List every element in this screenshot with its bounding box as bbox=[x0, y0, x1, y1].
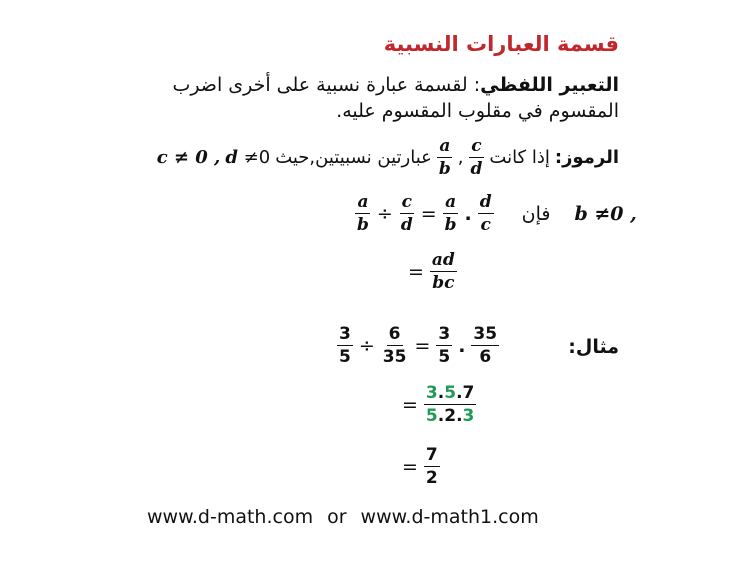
rule-frac-a-b-2: $\frac{a}{b}$ bbox=[444, 192, 457, 235]
comma: , bbox=[457, 147, 464, 168]
site-link-2[interactable]: www.d-math1.com bbox=[360, 506, 539, 528]
factored-numerator-part-1: . bbox=[437, 383, 445, 403]
equals-operator: = bbox=[408, 260, 424, 283]
verbal-description bbox=[119, 72, 619, 124]
factored-numerator-part-2: 5 bbox=[444, 383, 457, 403]
div-operator: ÷ bbox=[376, 202, 393, 225]
verbal-text: : لقسمة عبارة نسبية على أخرى اضرب المقسوم في مقلوب المقسوم عليه. bbox=[172, 74, 619, 122]
div-operator: ÷ bbox=[358, 334, 375, 357]
rule-frac-c-d: $\frac{c}{d}$ bbox=[400, 192, 413, 235]
equals-operator: = bbox=[414, 334, 431, 357]
equals-operator: = bbox=[420, 202, 437, 225]
factored-denominator-part-3: . bbox=[456, 406, 463, 426]
factored-denominator-part-1: . bbox=[437, 406, 445, 426]
equals-operator: = bbox=[402, 393, 418, 416]
or-text: or bbox=[327, 506, 347, 528]
symbols-line bbox=[157, 136, 619, 179]
example-frac-6-35: $\frac{6}{35}$ bbox=[382, 324, 407, 367]
condition-d: d ≠0 bbox=[225, 147, 271, 168]
condition-c: c ≠ 0 , bbox=[156, 147, 221, 168]
example-step-1 bbox=[337, 324, 499, 367]
factored-denominator bbox=[424, 405, 476, 426]
division-rule bbox=[355, 192, 637, 235]
if-text: إذا كانت bbox=[489, 147, 550, 168]
factored-fraction bbox=[424, 383, 476, 426]
expressions-text: عبارتين نسبيتين,حيث bbox=[275, 147, 432, 168]
factored-denominator-part-2: 2 bbox=[444, 406, 457, 426]
example-step-2 bbox=[402, 383, 476, 426]
example-step-3 bbox=[402, 445, 440, 488]
symbols-label: الرموز: bbox=[554, 147, 619, 168]
example-frac-35-6: $\frac{35}{6}$ bbox=[473, 324, 498, 367]
fraction-c-over-d: $\frac{c}{d}$ bbox=[470, 136, 483, 179]
rule-result bbox=[408, 250, 457, 293]
site-link-1[interactable]: www.d-math.com bbox=[147, 506, 314, 528]
footer-links bbox=[147, 506, 539, 528]
fraction-a-over-b: $\frac{a}{b}$ bbox=[438, 136, 451, 179]
example-frac-3-5: $\frac{3}{5}$ bbox=[339, 324, 351, 367]
result-fraction: $\frac{ad}{bc}$ bbox=[431, 250, 455, 293]
rule-frac-a-b: $\frac{a}{b}$ bbox=[357, 192, 369, 235]
condition-b: b ≠0 , bbox=[574, 202, 637, 225]
factored-numerator bbox=[424, 383, 476, 405]
factored-denominator-part-0: 5 bbox=[425, 406, 438, 426]
final-fraction: $\frac{7}{2}$ bbox=[425, 445, 438, 488]
factored-denominator-part-4: 3 bbox=[462, 406, 475, 426]
example-frac-3-5-b: $\frac{3}{5}$ bbox=[438, 324, 451, 367]
factored-numerator-part-4: 7 bbox=[462, 383, 475, 403]
then-text: فإن bbox=[521, 202, 551, 225]
factored-numerator-part-0: 3 bbox=[425, 383, 438, 403]
dot-operator: . bbox=[464, 202, 472, 225]
page-title: قسمة العبارات النسبية bbox=[383, 32, 619, 56]
dot-operator: . bbox=[458, 334, 466, 357]
example-label: مثال: bbox=[568, 336, 619, 358]
factored-numerator-part-3: . bbox=[456, 383, 463, 403]
equals-operator: = bbox=[402, 455, 418, 478]
rule-frac-d-c: $\frac{d}{c}$ bbox=[479, 192, 492, 235]
verbal-label: التعبير اللفظي bbox=[480, 74, 619, 96]
